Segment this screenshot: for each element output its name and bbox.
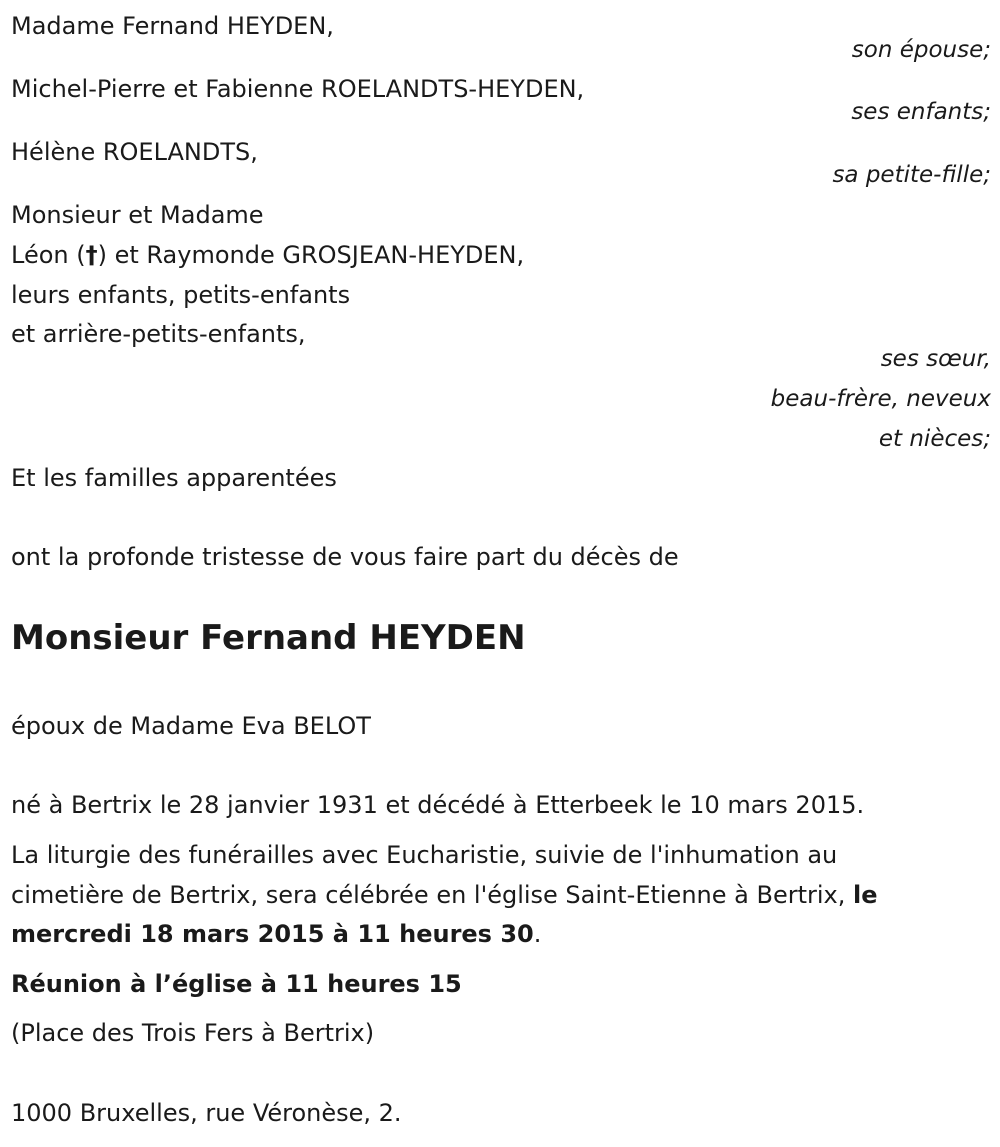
obituary-notice [11, 0, 991, 1147]
birth-death-info: né à Bertrix le 28 janvier 1931 et décédé à Etterbeek le 10 mars 2015. [11, 791, 865, 819]
siblings-relation-2: beau-frère, neveux [770, 386, 991, 412]
siblings-line-4: et arrière-petits-enfants, [11, 320, 306, 348]
announcement-text: ont la profonde tristesse de vous faire part du décès de [11, 543, 679, 571]
funeral-line-2-bold: le [852, 881, 878, 909]
funeral-line-3-end: . [533, 920, 542, 948]
address: 1000 Bruxelles, rue Véronèse, 2. [11, 1099, 402, 1127]
cross-icon: † [85, 241, 98, 269]
funeral-date-time: mercredi 18 mars 2015 à 11 heures 30 [11, 920, 534, 948]
children-names: Michel-Pierre et Fabienne ROELANDTS-HEYDEN, [11, 75, 585, 103]
spouse-of: époux de Madame Eva BELOT [11, 712, 371, 740]
funeral-line-2-text: cimetière de Bertrix, sera célébrée en l'église Saint-Etienne à Bertrix, [11, 881, 853, 909]
siblings-relation-1: ses sœur, [880, 346, 991, 372]
siblings-line-2-end: ) et Raymonde GROSJEAN-HEYDEN, [97, 241, 525, 269]
church-meeting: Réunion à l’église à 11 heures 15 [11, 970, 462, 998]
spouse-name: Madame Fernand HEYDEN, [11, 12, 334, 40]
funeral-line-1: La liturgie des funérailles avec Eucharistie, suivie de l'inhumation au [11, 841, 838, 869]
siblings-line-2 [11, 235, 524, 275]
related-families: Et les familles apparentées [11, 464, 337, 492]
spouse-relation: son épouse; [851, 37, 991, 63]
siblings-line-1: Monsieur et Madame [11, 201, 264, 229]
deceased-name: Monsieur Fernand HEYDEN [11, 618, 526, 658]
siblings-relation-3: et nièces; [878, 426, 991, 452]
funeral-line-3 [11, 914, 541, 954]
children-relation: ses enfants; [851, 99, 991, 125]
funeral-line-2 [11, 875, 878, 915]
granddaughter-relation: sa petite-fille; [832, 162, 991, 188]
siblings-line-2-start: Léon ( [11, 241, 86, 269]
church-place: (Place des Trois Fers à Bertrix) [11, 1019, 375, 1047]
granddaughter-name: Hélène ROELANDTS, [11, 138, 258, 166]
siblings-line-3: leurs enfants, petits-enfants [11, 281, 351, 309]
